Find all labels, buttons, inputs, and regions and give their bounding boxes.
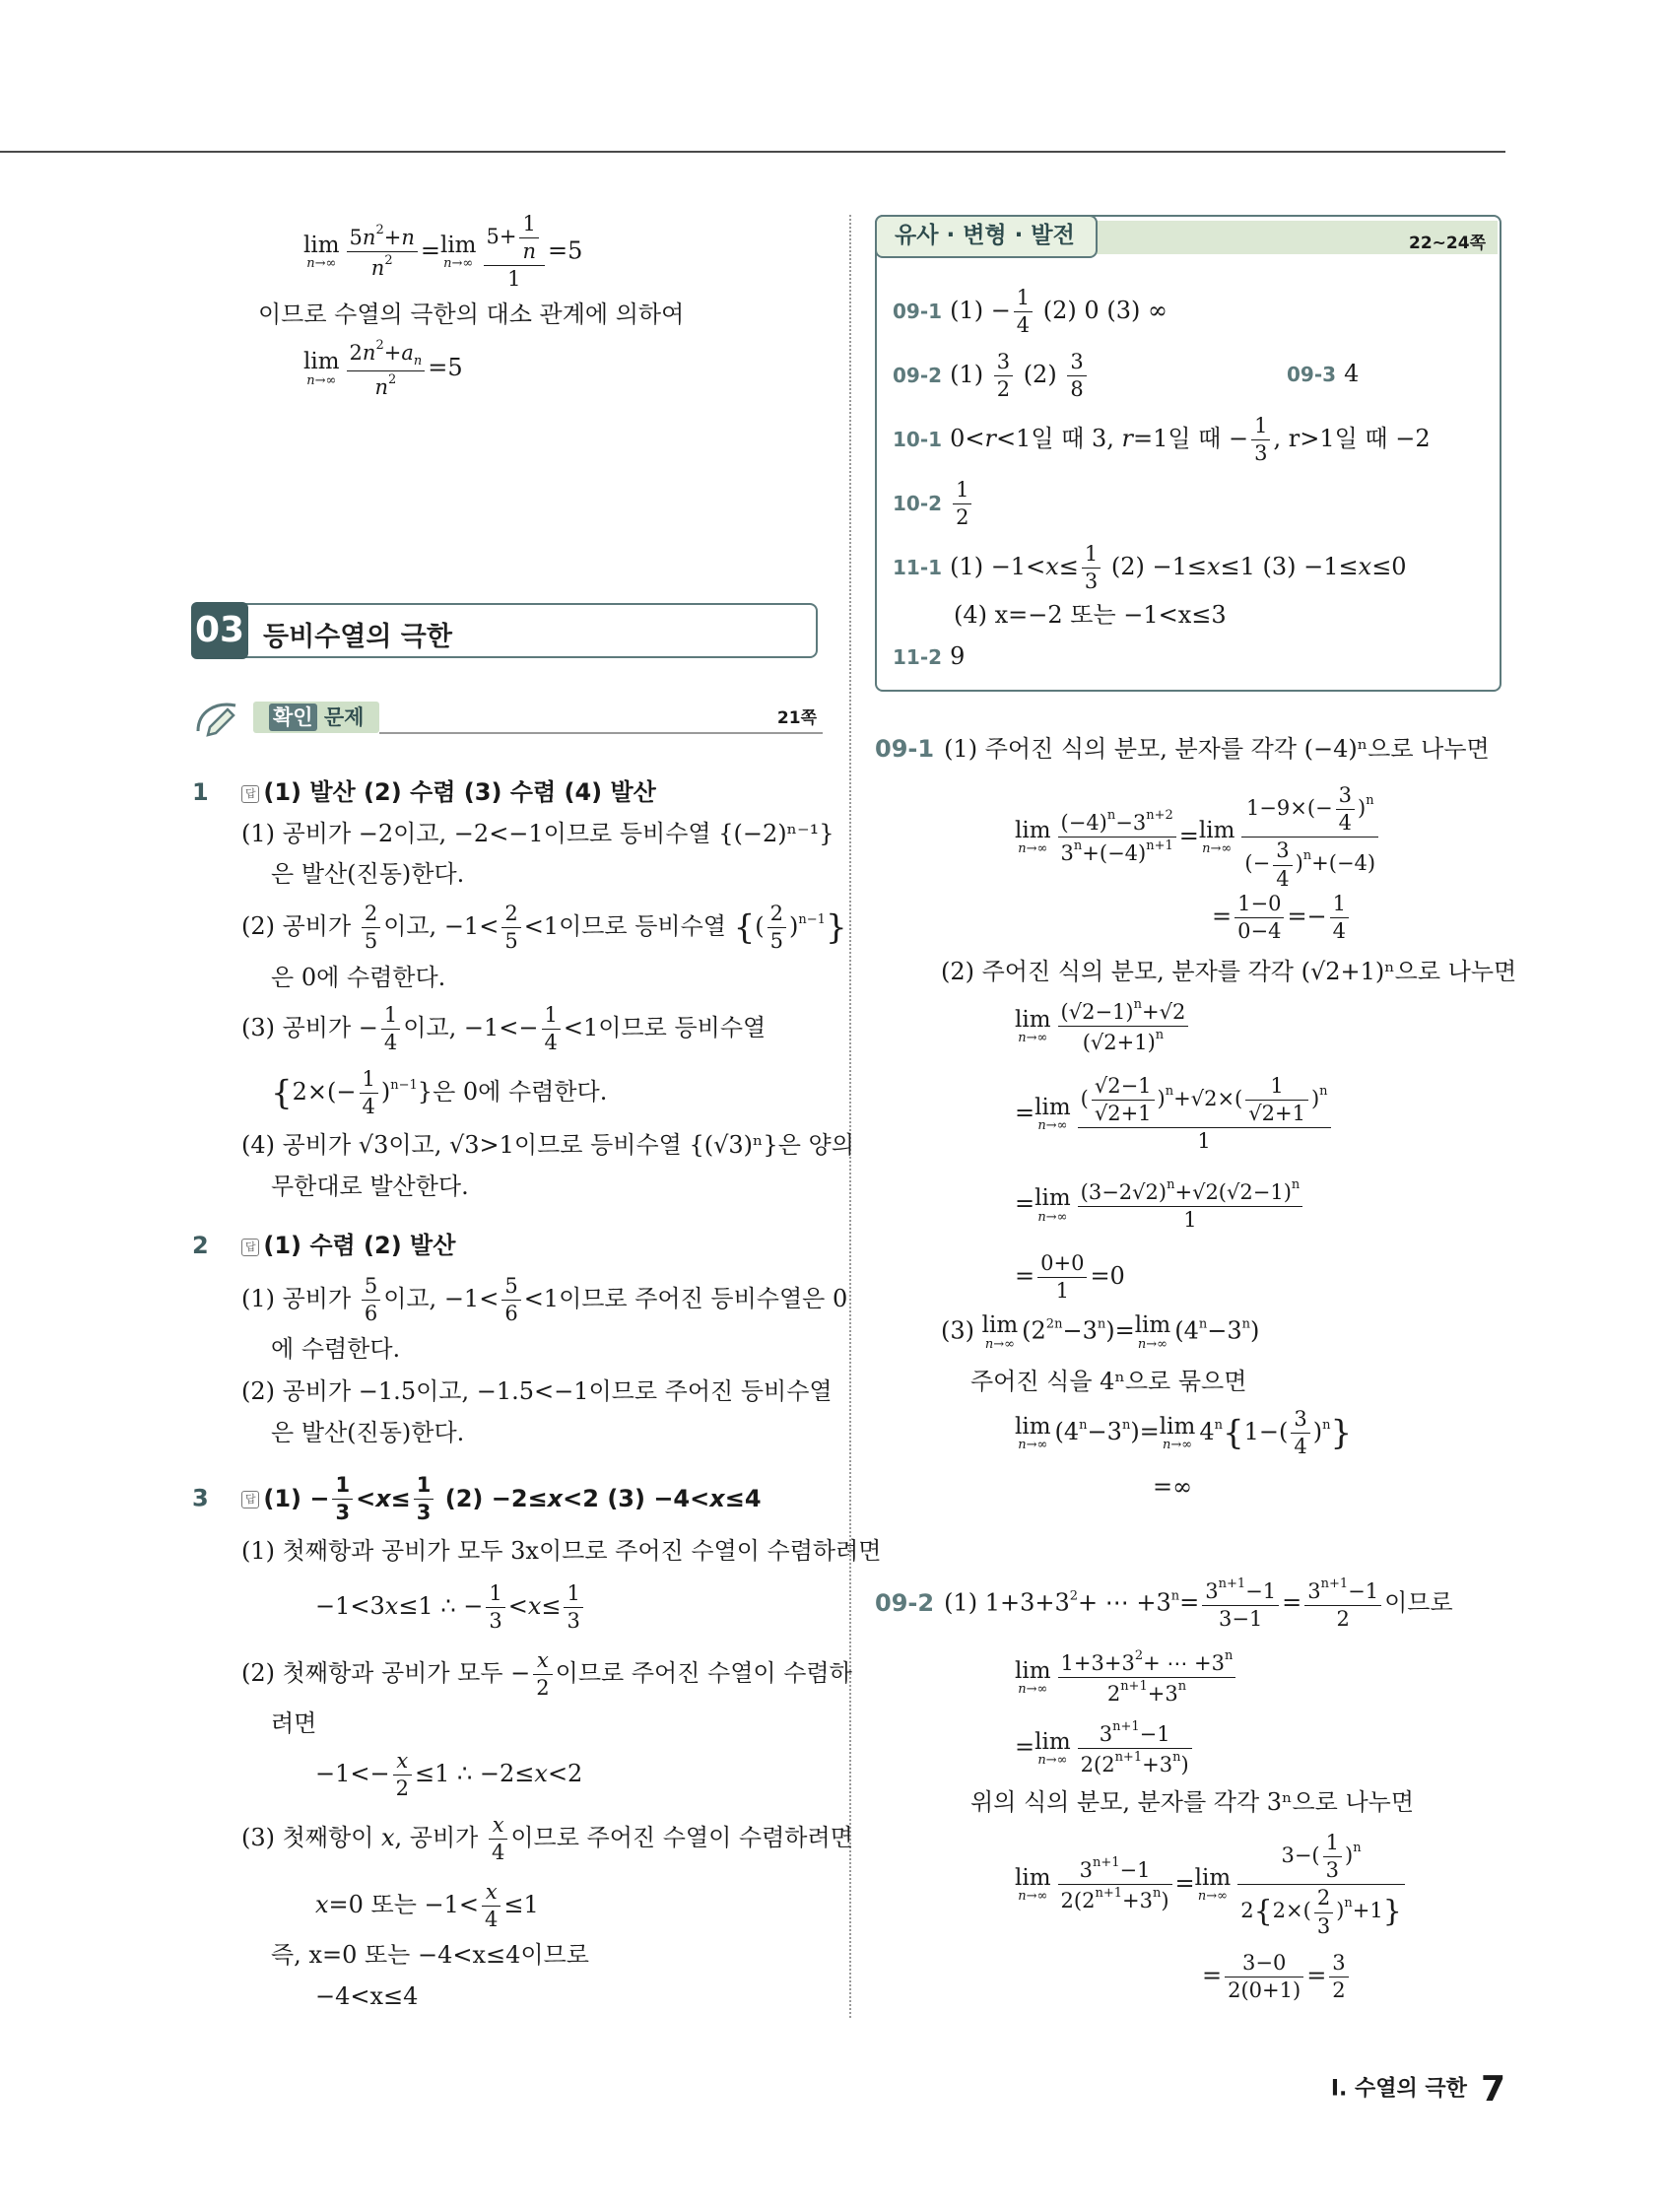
solution-09-1-intro: 09-1 (1) 주어진 식의 분모, 분자를 각각 (−4)ⁿ으로 나누면: [875, 735, 1490, 763]
p1-sol-1a: (1) 공비가 −2이고, −2<−1이므로 등비수열 {(−2)ⁿ⁻¹}: [241, 820, 834, 847]
p3-sol-3a: (3) 첫째항이 x, 공비가 $\frac{x}{4}$ 이므로 주어진 수열이 수렴하려면: [241, 1813, 853, 1865]
solution-09-1-2-eq2: = lim n→∞ ( $\frac{√2-1}{√2+1}$ )$^n$+√2×( $\frac{1}{√2+1}$ )$^n$ 1: [1015, 1074, 1334, 1155]
problem-1-header: 1 답 (1) 발산 (2) 수렴 (3) 수렴 (4) 발산: [192, 778, 656, 806]
solution-09-1-2-eq3: = lim n→∞ $\frac{(3-2√2)^n+√2(√2-1)^n}{1}$: [1015, 1177, 1305, 1233]
answer-10-2: 10-2 $\frac{1}{2}$: [893, 478, 974, 530]
problem-3-header: 3 답 (1) − $\frac{1}{3}$ <x≤ $\frac{1}{3}$ (2) −2≤x<2 (3) −4<x≤4: [192, 1473, 762, 1525]
limit-equation-1: lim n→∞ $\frac{5n^2+n}{n^2}$ = lim n→∞ 5+ $\frac{1}{n}$ 1 =5: [303, 212, 583, 292]
solution-09-1-eq1: lim n→∞ $\frac{(-4)^n-3^{n+2}}{3^n+(-4)^{n+1}}$ = lim n→∞ 1−9×(− $\frac{3}{4}$ )$^n$ (− $\frac{3}{4}$ )$^n$+(−4): [1015, 783, 1381, 892]
solution-09-2-eq2: = lim n→∞ $\frac{3^{n+1}-1}{2(2^{n+1}+3^n)}$: [1015, 1719, 1195, 1777]
answers-title: 유사 · 변형 · 발전: [875, 215, 1098, 258]
p3-sol-3d: −4<x≤4: [315, 1982, 419, 2010]
answers-box: [875, 215, 1501, 692]
problem-2-header: 2 답 (1) 수렴 (2) 발산: [192, 1232, 456, 1259]
solution-09-1-3c: lim n→∞ $(4^n-3^n)=$ lim n→∞ $4^n\{1-$( $\frac{3}{4}$ )$^n$}: [1015, 1407, 1353, 1459]
page-number: 7: [1480, 2069, 1505, 2110]
header-rule: [0, 151, 1505, 153]
solution-09-2-eq1: lim n→∞ $\frac{1+3+3^2+ \cdots +3^n}{2^{n+1}+3^n}$: [1015, 1648, 1238, 1707]
p3-sol-1b: −1<3x≤1 ∴ − $\frac{1}{3}$ <x≤ $\frac{1}{3}$: [315, 1581, 586, 1634]
answer-11-2: 11-2 9: [893, 642, 966, 670]
answer-mark-icon: 답: [241, 1239, 259, 1256]
solution-09-2-mid: 위의 식의 분모, 분자를 각각 3ⁿ으로 나누면: [970, 1788, 1414, 1816]
chapter-label: Ⅰ. 수열의 극한: [1330, 2076, 1467, 2102]
p3-sol-2b: 려면: [271, 1709, 317, 1737]
p2-sol-1b: 에 수렴한다.: [271, 1335, 401, 1363]
p1-sol-2b: 은 0에 수렴한다.: [271, 964, 446, 991]
check-underline: [379, 732, 823, 734]
intro-text: 이므로 수열의 극한의 대소 관계에 의하여: [258, 301, 685, 328]
answer-09-2: 09-2 (1) $\frac{3}{2}$ (2) $\frac{3}{8}$: [893, 350, 1090, 402]
section-heading: [192, 603, 818, 658]
solution-09-1-eq2: = $\frac{1-0}{0-4}$ =− $\frac{1}{4}$: [1212, 892, 1352, 944]
column-divider: [849, 215, 851, 2018]
p3-sol-3b: x=0 또는 −1< $\frac{x}{4}$ ≤1: [315, 1880, 539, 1932]
p1-sol-4b: 무한대로 발산한다.: [271, 1173, 469, 1200]
check-problem-bar: [192, 698, 823, 737]
answer-09-3: 09-3 4: [1287, 360, 1360, 387]
p2-sol-2b: 은 발산(진동)한다.: [271, 1419, 465, 1446]
limit-equation-2: lim n→∞ $\frac{2n^2+a_n}{n^2}$ =5: [303, 338, 463, 399]
p3-sol-2a: (2) 첫째항과 공비가 모두 − $\frac{x}{2}$ 이므로 주어진 수열이 수렴하: [241, 1648, 852, 1701]
p3-sol-2c: −1<− $\frac{x}{2}$ ≤1 ∴ −2≤x<2: [315, 1749, 583, 1801]
answer-11-1-row2: (4) x=−2 또는 −1<x≤3: [954, 601, 1227, 629]
section-number: 03: [191, 602, 248, 659]
answer-mark-icon: 답: [241, 1491, 259, 1508]
page-footer: [1331, 2069, 1505, 2110]
solution-09-2-eq3: lim n→∞ $\frac{3^{n+1}-1}{2(2^{n+1}+3^n)}$ = lim n→∞ 3−( $\frac{1}{3}$ )$^n$ 2{2×( $\frac{2}{3}$ )$^n$+1}: [1015, 1831, 1408, 1939]
solution-09-2-eq4: = $\frac{3-0}{2(0+1)}$ = $\frac{3}{2}$: [1202, 1951, 1352, 2003]
answer-11-1: 11-1 (1) −1<x≤ $\frac{1}{3}$ (2) −1≤x≤1 (3) −1≤x≤0: [893, 542, 1407, 594]
pencil-icon: [192, 698, 245, 737]
solution-09-1-3a: (3) lim n→∞ $(2^{2n}-3^n)=$ lim n→∞ $(4^n-3^n)$: [941, 1312, 1260, 1352]
p2-sol-1a: (1) 공비가 $\frac{5}{6}$ 이고, −1< $\frac{5}{6}$ <1이므로 주어진 등비수열은 0: [241, 1274, 848, 1326]
p1-sol-3b: {2×(− $\frac{1}{4}$ )$^{n-1}$}은 0에 수렴한다.: [271, 1067, 608, 1119]
p3-sol-3c: 즉, x=0 또는 −4<x≤4이므로: [271, 1941, 589, 1969]
p1-sol-2a: (2) 공비가 $\frac{2}{5}$ 이고, −1< $\frac{2}{5}$ <1이므로 등비수열 {( $\frac{2}{5}$ )$^{n-1}$}: [241, 902, 847, 954]
section-title: 등비수열의 극한: [263, 622, 452, 652]
p2-sol-2a: (2) 공비가 −1.5이고, −1.5<−1이므로 주어진 등비수열: [241, 1377, 833, 1405]
answer-09-1: 09-1 (1) − $\frac{1}{4}$ (2) 0 (3) ∞: [893, 286, 1168, 338]
solution-09-1-3b: 주어진 식을 4ⁿ으로 묶으면: [970, 1368, 1247, 1395]
check-label: 확인 문제: [253, 702, 379, 733]
solution-09-1-2-intro: (2) 주어진 식의 분모, 분자를 각각 (√2+1)ⁿ으로 나누면: [941, 958, 1517, 985]
answer-mark-icon: 답: [241, 785, 259, 803]
solution-09-1-2-eq1: lim n→∞ $\frac{(√2-1)^n+√2}{(√2+1)^n}$: [1015, 997, 1191, 1055]
p1-sol-3a: (3) 공비가 − $\frac{1}{4}$ 이고, −1<− $\frac{1}{4}$ <1이므로 등비수열: [241, 1003, 767, 1055]
p1-sol-1b: 은 발산(진동)한다.: [271, 860, 465, 888]
answer-10-1: 10-1 0<r<1일 때 3, r=1일 때 − $\frac{1}{3}$ , r>1일 때 −2: [893, 414, 1431, 466]
solution-09-2-intro: 09-2 (1) $1+3+3^2+$ ⋯ $+3^n=$ $\frac{3^{n+1}-1}{3-1}$ = $\frac{3^{n+1}-1}{2}$ 이므로: [875, 1576, 1453, 1632]
p1-sol-4a: (4) 공비가 √3이고, √3>1이므로 등비수열 {(√3)ⁿ}은 양의: [241, 1131, 854, 1159]
solution-09-1-3d: =∞: [1153, 1473, 1193, 1501]
answers-page-ref: 22~24쪽: [1409, 234, 1486, 253]
check-page-ref: 21쪽: [776, 708, 817, 728]
p3-sol-1a: (1) 첫째항과 공비가 모두 3x이므로 주어진 수열이 수렴하려면: [241, 1537, 882, 1565]
solution-09-1-2-eq4: = $\frac{0+0}{1}$ =0: [1015, 1251, 1125, 1304]
